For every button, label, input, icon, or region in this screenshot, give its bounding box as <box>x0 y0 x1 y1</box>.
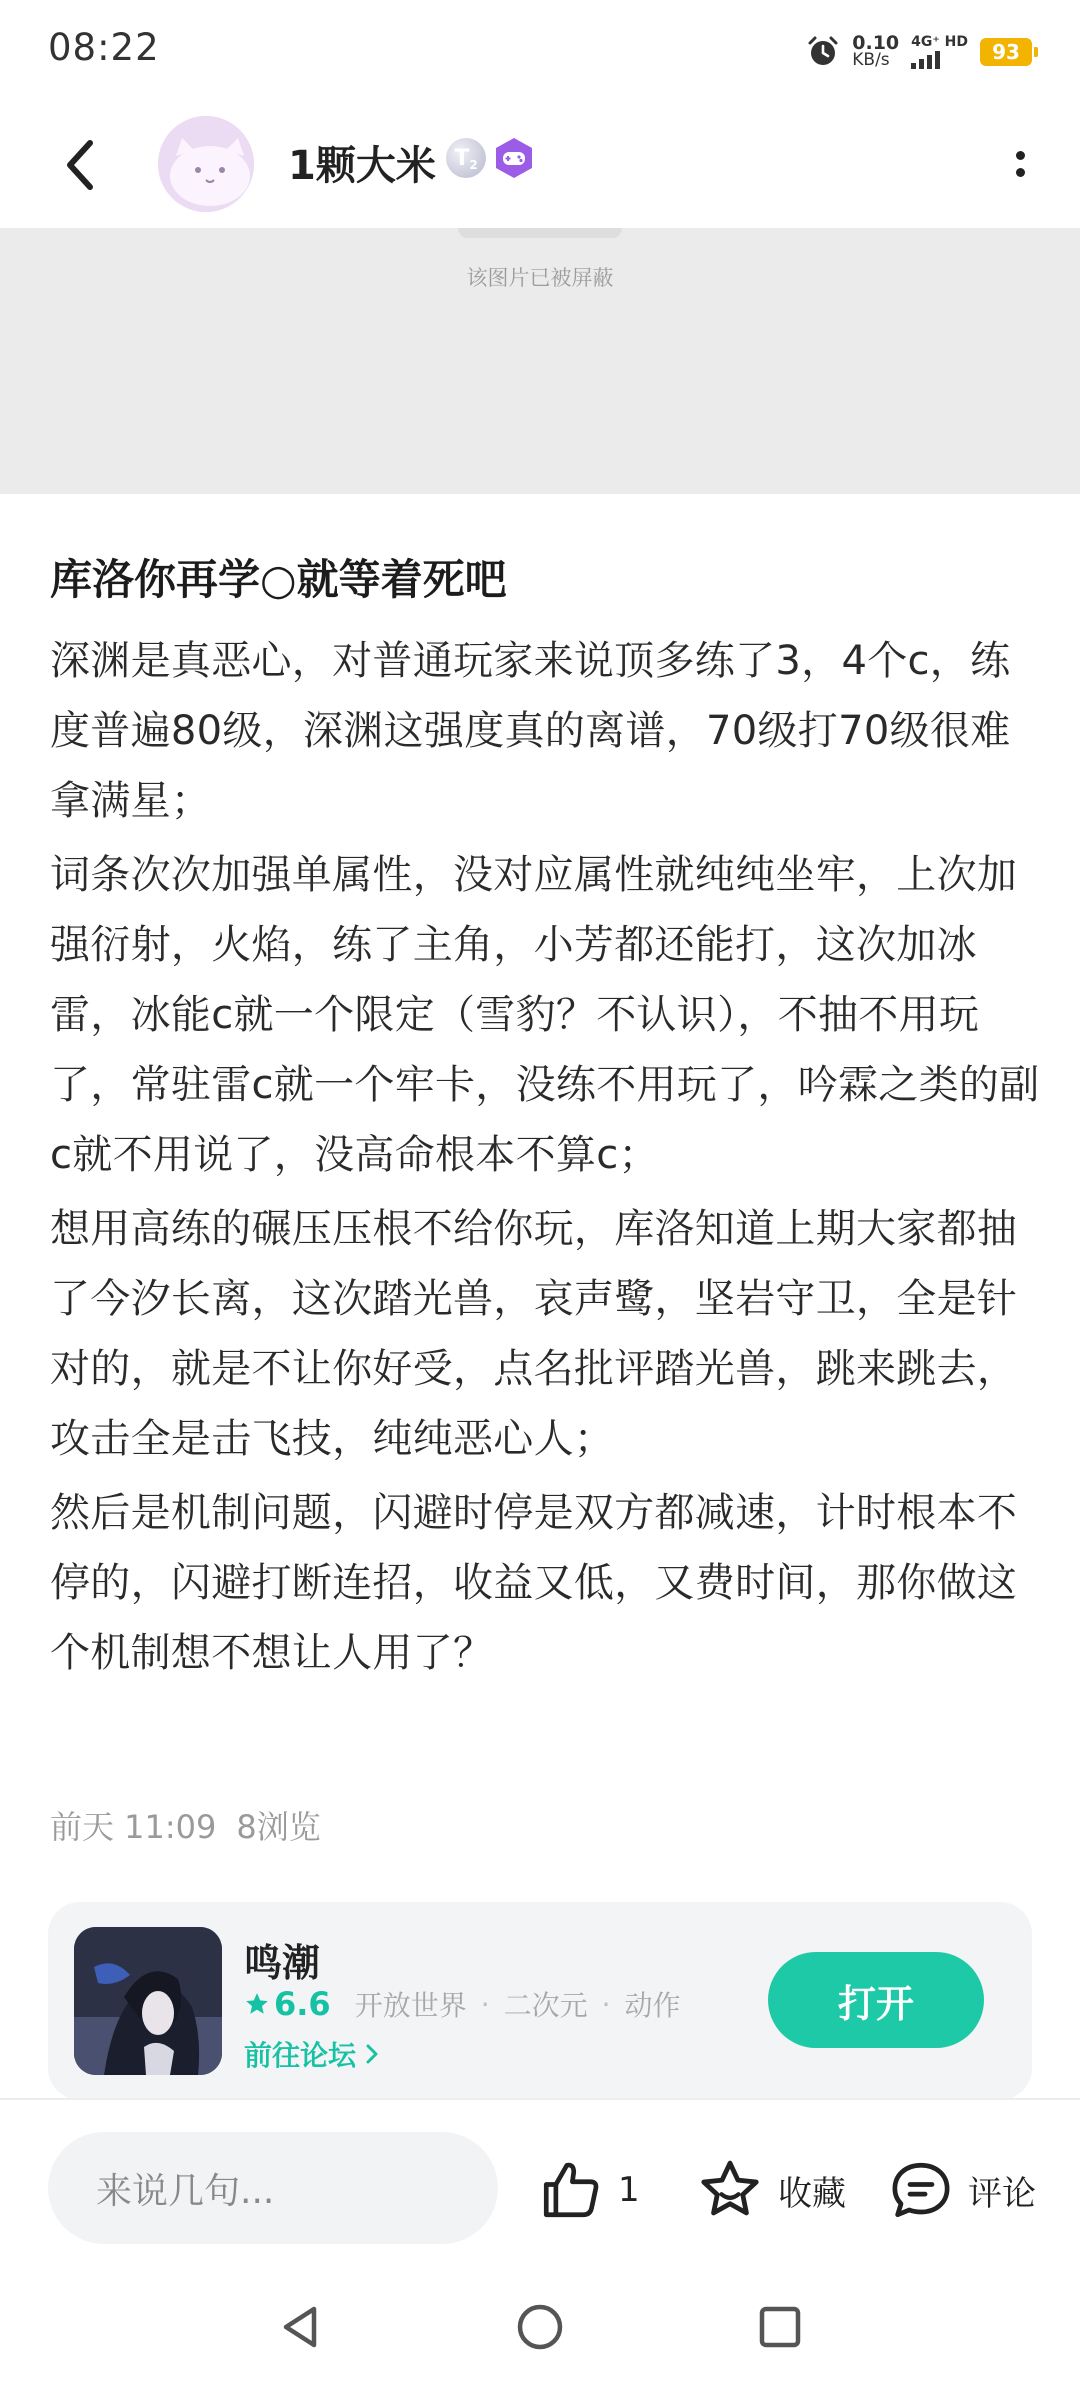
game-rating <box>244 1985 331 2023</box>
game-character-icon <box>74 1927 222 2075</box>
star-icon <box>244 1991 270 2017</box>
nav-recents-button[interactable] <box>745 2292 815 2362</box>
network-speed-value: 0.10 <box>852 32 900 54</box>
blocked-image-text: 该图片已被屏蔽 <box>466 266 614 290</box>
star-outline-icon <box>696 2156 764 2224</box>
like-button[interactable] <box>538 2152 640 2228</box>
game-rating-value: 6.6 <box>274 1985 331 2023</box>
forum-link[interactable] <box>244 2034 380 2074</box>
system-nav-bar <box>0 2250 1080 2400</box>
cell-signal <box>911 35 968 69</box>
post-body <box>50 626 1040 1692</box>
status-icons <box>806 28 1032 76</box>
network-speed <box>852 32 900 70</box>
more-vertical-icon <box>1016 151 1025 160</box>
game-tag: 二次元 <box>503 1989 588 2022</box>
post-time: 前天 11:09 <box>50 1808 217 1846</box>
more-options-button[interactable] <box>990 134 1050 194</box>
nav-recents-icon <box>757 2304 803 2350</box>
level-badge-letter: T <box>454 145 470 171</box>
nav-back-button[interactable] <box>265 2292 335 2362</box>
avatar-cat-icon <box>158 116 254 212</box>
network-label: 4G⁺ HD <box>911 34 968 50</box>
blocked-image <box>0 228 1080 494</box>
level-badge-icon <box>446 138 486 178</box>
favorite-button[interactable] <box>696 2152 846 2228</box>
post-paragraph: 想用高练的碾压压根不给你玩，库洛知道上期大家都抽了今汐长离，这次踏光兽，哀声鹭，坚岩守卫，全是针对的，就是不让你好受，点名批评踏光兽，跳来跳去，攻击全是击飞技，纯纯恶心人； <box>50 1206 1018 1462</box>
post-title: 库洛你再学○就等着死吧 <box>50 555 507 604</box>
battery-indicator: 93 <box>980 38 1032 66</box>
username[interactable]: 1颗大米 <box>288 143 436 189</box>
game-name[interactable]: 鸣潮 <box>244 1941 321 1985</box>
game-card[interactable] <box>48 1902 1032 2100</box>
like-count: 1 <box>618 2170 640 2210</box>
post-meta <box>50 1802 321 1848</box>
open-game-button[interactable]: 打开 <box>768 1952 984 2048</box>
alarm-icon <box>806 35 840 69</box>
favorite-label: 收藏 <box>778 2173 846 2214</box>
level-badge-sub: 2 <box>469 158 478 172</box>
post-paragraph: 深渊是真恶心，对普通玩家来说顶多练了3，4个c，练度普遍80级，深渊这强度真的离谱，70级打70级很难拿满星； <box>50 638 1011 824</box>
status-bar <box>0 0 1080 100</box>
game-info <box>244 1984 681 2024</box>
chevron-right-icon <box>364 2042 380 2066</box>
post-paragraph: 然后是机制问题，闪避时停是双方都减速，计时根本不停的，闪避打断连招，收益又低，又费时间，那你做这个机制想不想让人用了？ <box>50 1490 1018 1676</box>
nav-back-icon <box>278 2303 322 2351</box>
back-button[interactable] <box>50 130 110 200</box>
tag-separator: · <box>480 1987 490 2021</box>
game-icon[interactable] <box>74 1927 222 2075</box>
post-views: 8浏览 <box>236 1808 321 1846</box>
image-stub <box>458 228 622 238</box>
avatar[interactable] <box>158 116 254 212</box>
nav-home-icon <box>515 2302 565 2352</box>
status-time: 08:22 <box>48 26 160 69</box>
action-bar <box>0 2098 1080 2248</box>
forum-link-label: 前往论坛 <box>244 2039 357 2072</box>
post-paragraph: 词条次次加强单属性，没对应属性就纯纯坐牢，上次加强衍射，火焰，练了主角，小芳都还能打，这次加冰雷，冰能c就一个限定（雪豹？不认识），不抽不用玩了，常驻雷c就一个牢卡，没练不用玩了，吟霖之类的副c就不用说了，没高命根本不算c； <box>50 852 1040 1178</box>
comment-button[interactable] <box>888 2152 1036 2228</box>
back-arrow-icon <box>60 137 100 193</box>
post-header <box>0 100 1080 228</box>
thumbs-up-icon <box>538 2157 604 2223</box>
nav-home-button[interactable] <box>505 2292 575 2362</box>
gamer-badge-icon <box>492 136 536 180</box>
signal-bars-icon <box>911 51 940 69</box>
game-tag: 动作 <box>624 1989 681 2022</box>
more-vertical-dot <box>1016 168 1025 177</box>
comment-input[interactable]: 来说几句... <box>48 2132 498 2244</box>
tag-separator: · <box>601 1987 611 2021</box>
comment-bubble-icon <box>888 2157 954 2223</box>
comment-label: 评论 <box>968 2173 1036 2214</box>
network-speed-unit: KB/s <box>852 50 890 70</box>
game-tag: 开放世界 <box>354 1989 467 2022</box>
